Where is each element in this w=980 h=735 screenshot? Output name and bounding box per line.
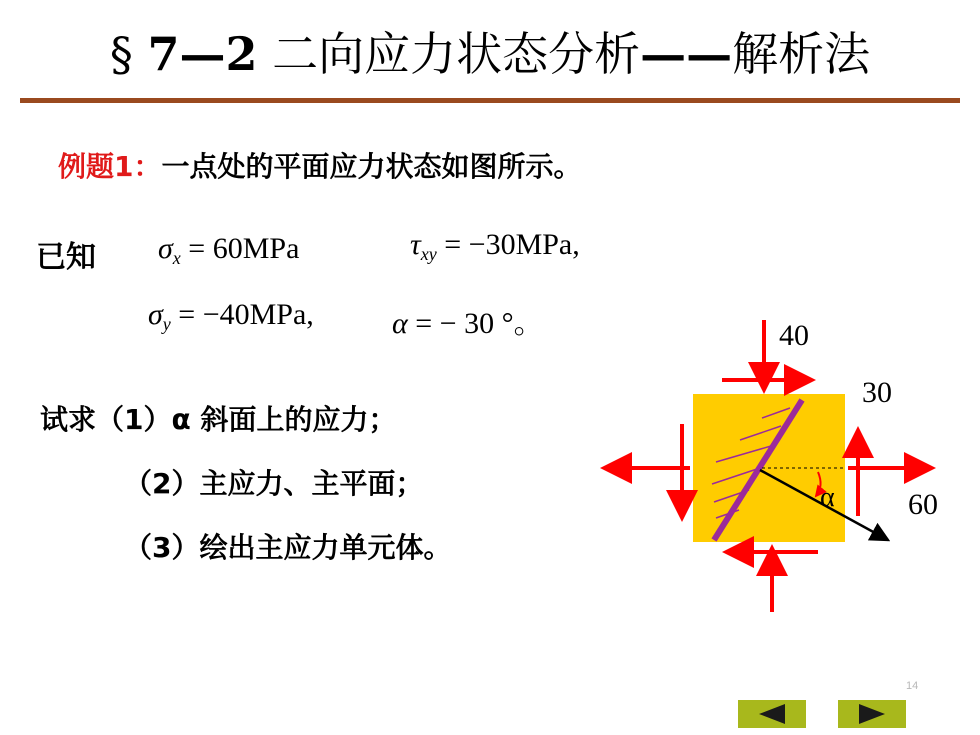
sigma-y-sub: y	[162, 314, 171, 334]
sigma-y-value: = −40MPa,	[178, 298, 314, 331]
tau-xy-sub: xy	[420, 244, 437, 264]
label-tau-magnitude: 30	[862, 376, 892, 409]
question-1-text: （1）α 斜面上的应力；	[96, 403, 397, 436]
example-label: 例题1：	[58, 150, 162, 183]
question-2: （2）主应力、主平面；	[124, 467, 424, 500]
tau-xy-symbol: τ	[410, 228, 421, 261]
title-text: 二向应力状态分析	[272, 27, 641, 81]
previous-slide-button[interactable]	[738, 700, 806, 728]
label-sigma-y-magnitude: 40	[779, 319, 809, 352]
sigma-x-value: = 60MPa	[188, 232, 300, 265]
label-sigma-x-magnitude: 60	[908, 488, 938, 521]
section-number: 7—2	[147, 27, 258, 81]
next-slide-button[interactable]	[838, 700, 906, 728]
page-number: 14	[906, 680, 919, 692]
sigma-x-sub: x	[172, 248, 181, 268]
given-label: 已知	[36, 240, 96, 275]
title-method: 解析法	[732, 27, 871, 81]
alpha-value: = − 30 °。	[415, 307, 544, 340]
question-intro: 试求	[40, 403, 97, 436]
alpha-symbol: α	[392, 307, 408, 340]
sigma-y-symbol: σ	[148, 298, 163, 331]
tau-xy-value: = −30MPa,	[444, 228, 580, 261]
title-separator: ——	[640, 27, 733, 81]
example-text: 一点处的平面应力状态如图所示。	[161, 150, 582, 183]
question-3: （3）绘出主应力单元体。	[124, 531, 452, 564]
arrow-right-icon	[859, 704, 885, 724]
sigma-x-symbol: σ	[158, 232, 173, 265]
label-alpha: α	[820, 482, 835, 513]
arrow-left-icon	[759, 704, 785, 724]
section-mark: §	[109, 27, 133, 81]
